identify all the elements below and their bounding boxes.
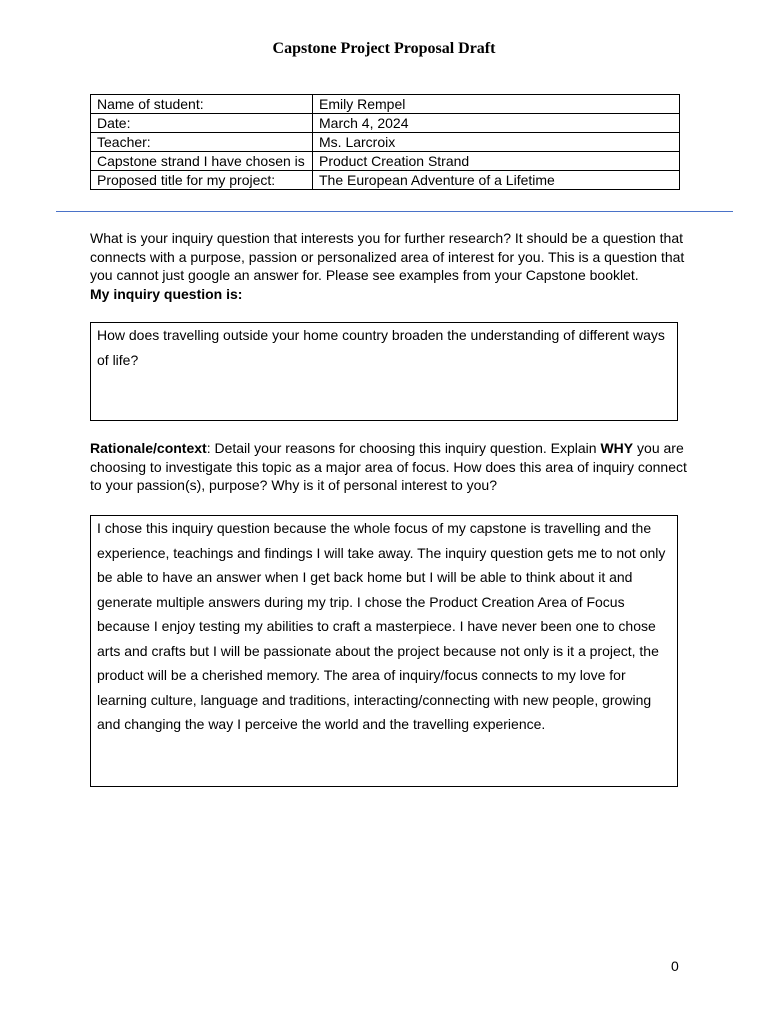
section-divider — [56, 211, 733, 212]
student-name-label: Name of student: — [91, 95, 313, 114]
date-label: Date: — [91, 114, 313, 133]
inquiry-label: My inquiry question is: — [90, 285, 243, 302]
student-name-value: Emily Rempel — [313, 95, 680, 114]
date-value: March 4, 2024 — [313, 114, 680, 133]
rationale-answer: I chose this inquiry question because the whole focus of my capstone is travelling and the experience, teachings and findings I will take away. The inquiry question gets me to not only be able to have an answer when I get back home but I will be able to think about it and generate multiple answers during my trip. I chose the Product Creation Area of Focus because I enjoy testing my abilities to craft a masterpiece. I have never been one to chose arts and crafts but I will be passionate about the project because not only is it a project, the product will be a cherished memory. The area of inquiry/focus connects to my love for learning culture, language and traditions, interacting/connecting with new people, growing and changing the way I perceive the world and the travelling experience. — [97, 520, 666, 732]
table-row — [91, 133, 680, 152]
table-row — [91, 114, 680, 133]
rationale-prompt-part1: : Detail your reasons for choosing this inquiry question. Explain — [206, 440, 601, 456]
rationale-prompt-section — [90, 439, 690, 495]
table-row — [91, 152, 680, 171]
project-title-label: Proposed title for my project: — [91, 171, 313, 190]
teacher-label: Teacher: — [91, 133, 313, 152]
strand-value: Product Creation Strand — [313, 152, 680, 171]
inquiry-answer-box[interactable] — [90, 322, 678, 421]
project-title-value: The European Adventure of a Lifetime — [313, 171, 680, 190]
inquiry-answer: How does travelling outside your home country broaden the understanding of different ways of life? — [97, 327, 665, 368]
student-info-table — [90, 94, 680, 190]
rationale-prompt-part2: you are choosing to investigate this topic as a major area of focus. How does this area of inquiry connect to your passion(s), purpose? Why is it of personal interest to you? — [90, 440, 687, 493]
inquiry-prompt: What is your inquiry question that interests you for further research? It should be a question that connects with a purpose, passion or personalized area of interest for you. This is a question that you cannot just google an answer for. Please see examples from your Capstone booklet. — [90, 230, 685, 283]
rationale-label: Rationale/context — [90, 440, 207, 456]
page-number: 0 — [671, 958, 679, 974]
table-row — [91, 95, 680, 114]
document-title: Capstone Project Proposal Draft — [272, 40, 496, 57]
teacher-value: Ms. Larcroix — [313, 133, 680, 152]
rationale-prompt-emphasis: WHY — [600, 440, 634, 456]
strand-label: Capstone strand I have chosen is — [91, 152, 313, 171]
inquiry-prompt-section — [90, 229, 690, 303]
rationale-answer-box[interactable] — [90, 515, 678, 787]
table-row — [91, 171, 680, 190]
